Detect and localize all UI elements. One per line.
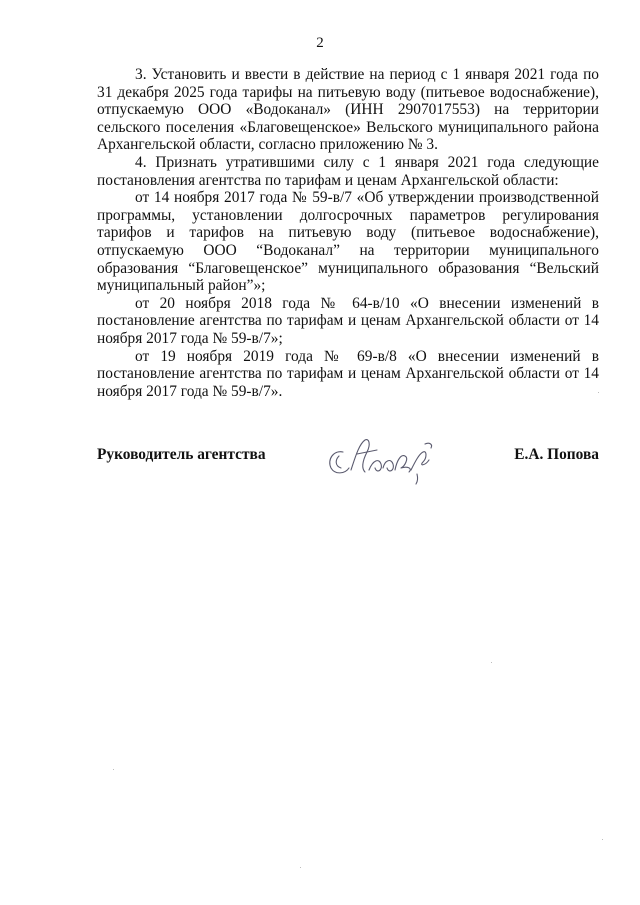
signature-block	[97, 430, 599, 490]
page-number: 2	[316, 35, 324, 51]
scan-speck	[491, 662, 492, 663]
scan-speck	[300, 867, 301, 868]
signatory-name: Е.А. Попова	[514, 446, 599, 463]
scan-speck	[598, 392, 599, 393]
repealed-resolution-2017: от 14 ноября 2017 года № 59-в/7 «Об утверждении производственной программы, установлении долгосрочных параметров регулирования тарифов и тарифов на питьевую воду (питьевое водоснабжение), отпускаемую ООО “Водоканал” на территории муниципального образования “Благовещенское” муниципального образования “Вельский муниципальный район”»;	[97, 189, 599, 295]
paragraph-item-4: 4. Признать утратившими силу с 1 января 2021 года следующие постановления агентства по тарифам и ценам Архангельской области:	[97, 153, 599, 189]
document-body	[97, 66, 599, 400]
repealed-resolution-2019: от 19 ноября 2019 года № 69-в/8 «О внесении изменений в постановление агентства по тарифам и ценам Архангельской области от 14 ноября 2017 года № 59-в/7».	[97, 347, 599, 400]
handwritten-signature	[321, 430, 451, 490]
signatory-title: Руководитель агентства	[97, 446, 266, 463]
scan-speck	[602, 839, 603, 840]
paragraph-item-3: 3. Установить и ввести в действие на период с 1 января 2021 года по 31 декабря 2025 года тарифы на питьевую воду (питьевое водоснабжение), отпускаемую ООО «Водоканал» (ИНН 2907017553) на территории сельского поселения «Благовещенское» Вельского муниципального района Архангельской области, согласно приложению № 3.	[97, 66, 599, 154]
repealed-resolution-2018: от 20 ноября 2018 года № 64-в/10 «О внесении изменений в постановление агентства по тарифам и ценам Архангельской области от 14 ноября 2017 года № 59-в/7»;	[97, 294, 599, 347]
scan-speck	[113, 769, 114, 770]
